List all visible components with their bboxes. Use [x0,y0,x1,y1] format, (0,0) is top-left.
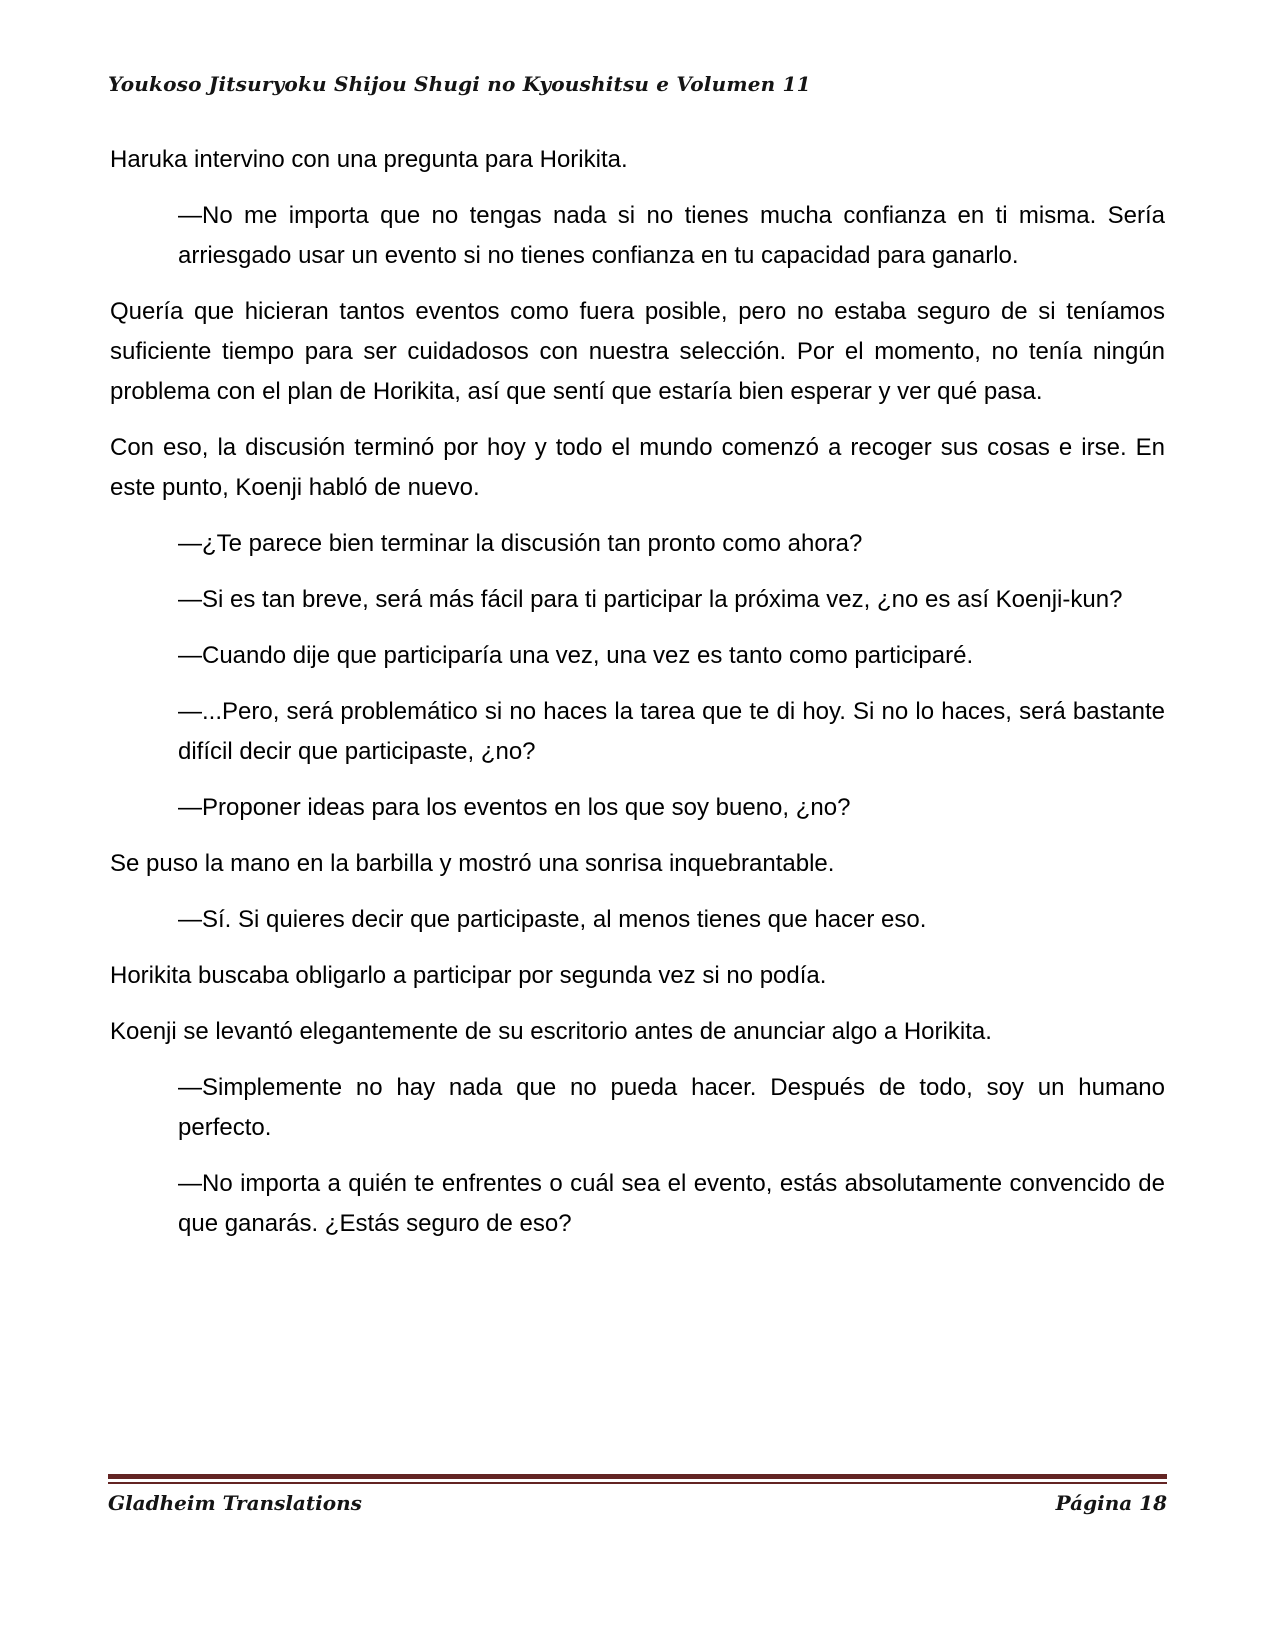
dialogue-paragraph: —Sí. Si quieres decir que participaste, al menos tienes que hacer eso. [178,906,927,933]
paragraph: Quería que hicieran tantos eventos como fuera posible, pero no estaba seguro de si teníamos suficiente tiempo para ser cuidadosos con nuestra selección. Por el momento, no tenía ningún problema con el plan de Horikita, así que sentí que estaría bien esperar y ver qué pasa. [110,298,1165,405]
page-header [108,72,1167,96]
dialogue-paragraph: —No me importa que no tengas nada si no tienes mucha confianza en ti misma. Sería arriesgado usar un evento si no tienes confianza en tu capacidad para ganarlo. [178,202,1165,269]
footer-divider [108,1474,1167,1484]
dialogue-paragraph: —Proponer ideas para los eventos en los que soy bueno, ¿no? [178,794,851,821]
paragraph: Con eso, la discusión terminó por hoy y todo el mundo comenzó a recoger sus cosas e irse. En este punto, Koenji habló de nuevo. [110,434,1165,501]
paragraph: Koenji se levantó elegantemente de su escritorio antes de anunciar algo a Horikita. [110,1018,992,1045]
dialogue-paragraph: —Simplemente no hay nada que no pueda hacer. Después de todo, soy un humano perfecto. [178,1074,1165,1141]
paragraph: Haruka intervino con una pregunta para Horikita. [110,146,628,173]
header-title: Youkoso Jitsuryoku Shijou Shugi no Kyoushitsu e Volumen 11 [108,72,811,96]
paragraph: Horikita buscaba obligarlo a participar por segunda vez si no podía. [110,962,827,989]
footer-page-number: Página 18 [1055,1491,1167,1515]
footer-translator-credit: Gladheim Translations [108,1491,362,1515]
footer-text-row [108,1491,1167,1515]
dialogue-paragraph: —No importa a quién te enfrentes o cuál sea el evento, estás absolutamente convencido de que ganarás. ¿Estás seguro de eso? [178,1170,1165,1237]
dialogue-paragraph: —Si es tan breve, será más fácil para ti participar la próxima vez, ¿no es así Koenji-kun? [178,586,1123,613]
page-footer [108,1474,1167,1515]
dialogue-paragraph: —...Pero, será problemático si no haces la tarea que te di hoy. Si no lo haces, será bastante difícil decir que participaste, ¿no? [178,698,1165,765]
dialogue-paragraph: —Cuando dije que participaría una vez, una vez es tanto como participaré. [178,642,974,669]
paragraph: Se puso la mano en la barbilla y mostró una sonrisa inquebrantable. [110,850,835,877]
dialogue-paragraph: —¿Te parece bien terminar la discusión tan pronto como ahora? [178,530,863,557]
document-body [110,140,1165,1260]
